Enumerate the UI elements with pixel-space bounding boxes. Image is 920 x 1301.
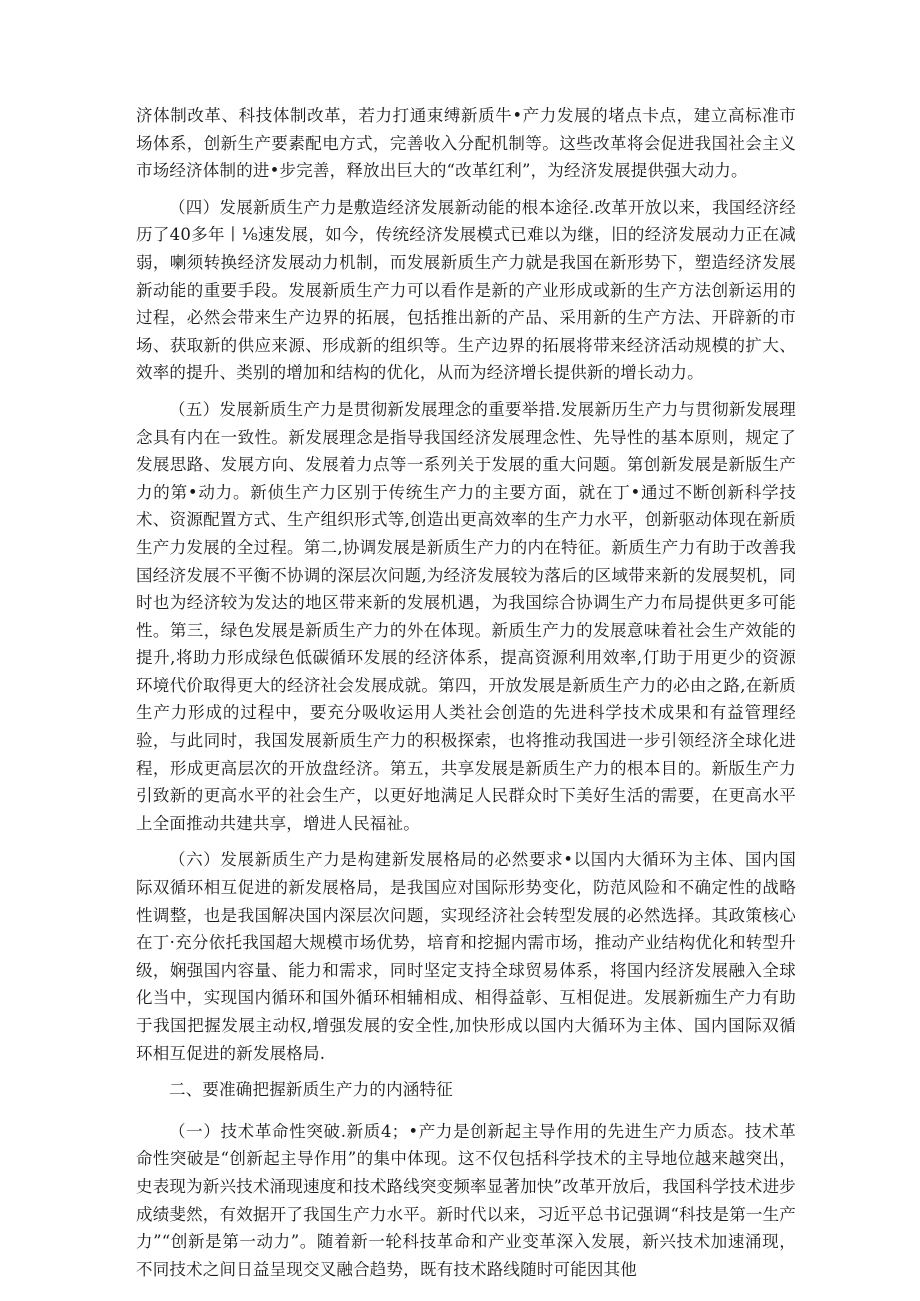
paragraph-continuation: 济体制改革、科技体制改革，若力打通束缚新质牛•产力发展的堵点卡点，建立高标准市场体系，创新生产要素配电方式，完善收入分配机制等。这些改革将会促进我国社会主义市场经济体制的进•步完善，释放出巨大的“改革红利”，为经济发展提供强大动力。 <box>136 106 796 181</box>
section-heading: 二、要准确把握新质生产力的内涵特征 <box>169 1080 453 1100</box>
document-body <box>136 102 796 1292</box>
paragraph-subsection-1: （一）技术革命性突破.新质4；•产力是创新起主导作用的先进生产力质态。技术革命性突破是“创新起主导作用”的集中体现。这不仅包括科学技术的主导地位越来越突出，史表现为新兴技术涌现速度和技术路线突变频率显著加快”改革开放后，我国科学技术进步成绩斐然，有效据开了我国生产力水平。新时代以来，习近平总书记强调“科技是第一生产力”“创新是第一动力”。随着新一轮科技革命和产业变革深入发展，新兴技术加速涌现，不同技术之间日益呈现交叉融合趋势，既有技术路线随时可能因其他 <box>136 1121 796 1279</box>
paragraph-section-4: （四）发展新质生产力是敷造经济发展新动能的根本途径.改革开放以来，我国经济经历了40多年丨⅛速发展，如今，传统经济发展模式已难以为继，旧的经济发展动力正在减弱，喇须转换经济发展动力机制，而发展新质生产力就是我国在新形势下，塑造经济发展新动能的重要手段。发展新质生产力可以看作是新的产业形成或新的生产方法创新运用的过程，必然会带来生产边界的拓展，包括推出新的产品、采用新的生产方法、开辟新的市场、获取新的供应来源、形成新的组织等。生产边界的拓展将带来经济活动规模的扩大、效率的提升、类别的增加和结构的优化，从而为经济增长提供新的增长动力。 <box>136 197 796 383</box>
paragraph-section-5: （五）发展新质生产力是贯彻新发展理念的重要举措.发展新历生产力与贯彻新发展理念具有内在一致性。新发展理念是指导我国经济发展理念性、先导性的基本原则，规定了发展思路、发展方向、发展着力点等一系列关于发展的重大问题。第创新发展是新版生产力的第•动力。新侦生产力区别于传统生产力的主要方面，就在丁•通过不断创新科学技术、资源配置方式、生产组织形式等,创造出更高效率的生产力水平，创新驱动体现在新质生产力发展的全过程。第二,协调发展是新质生产力的内在特征。新质生产力有助于改善我国经济发展不平衡不协调的深层次问题,为经济发展较为落后的区域带来新的发展契机，同时也为经济较为发达的地区带来新的发展机遇，为我国综合协调生产力布局提供更多可能性。第三，绿色发展是新质生产力的外在体现。新质生产力的发展意味着社会生产效能的提升,将助力形成绿色低碳循环发展的经济体系，提高资源利用效率,仃助于用更少的资源环境代价取得更大的经济社会发展成就。第四，开放发展是新质生产力的必由之路,在新质生产力形成的过程中，要充分吸收运用人类社会创造的先进科学技术成果和有益管理经验，与此同时，我国发展新质生产力的积极探索，也将推动我国进一步引领经济全球化进程，形成更高层次的开放盘经济。第五，共享发展是新质生产力的根本目的。新版生产力引致新的更高水平的社会生产，以更好地满足人民群众时下美好生活的需要，在更高水平上全面推动共建共享，增进人民福祉。 <box>136 399 796 833</box>
paragraph-section-6: （六）发展新质生产力是构建新发展格局的必然要求•以国内大循环为主体、国内国际双循环相互促进的新发展格局，是我国应对国际形势变化，防范风险和不确定性的战略性调整，也是我国解决国内深层次问题，实现经济社会转型发展的必然选择。其政策核心在丁·充分依托我国超大规模市场优势，培育和挖掘内需市场，推动产业结构优化和转型升级，娴强国内容量、能力和需求，同时坚定支持全球贸易体系，将国内经济发展融入全球化当中，实现国内循环和国外循环相辅相成、相得益彰、互相促进。发展新痂生产力有助于我国把握发展主动权,增强发展的安全性,加快形成以国内大循环为主体、国内国际双循环相互促进的新发展格局. <box>136 850 796 1063</box>
